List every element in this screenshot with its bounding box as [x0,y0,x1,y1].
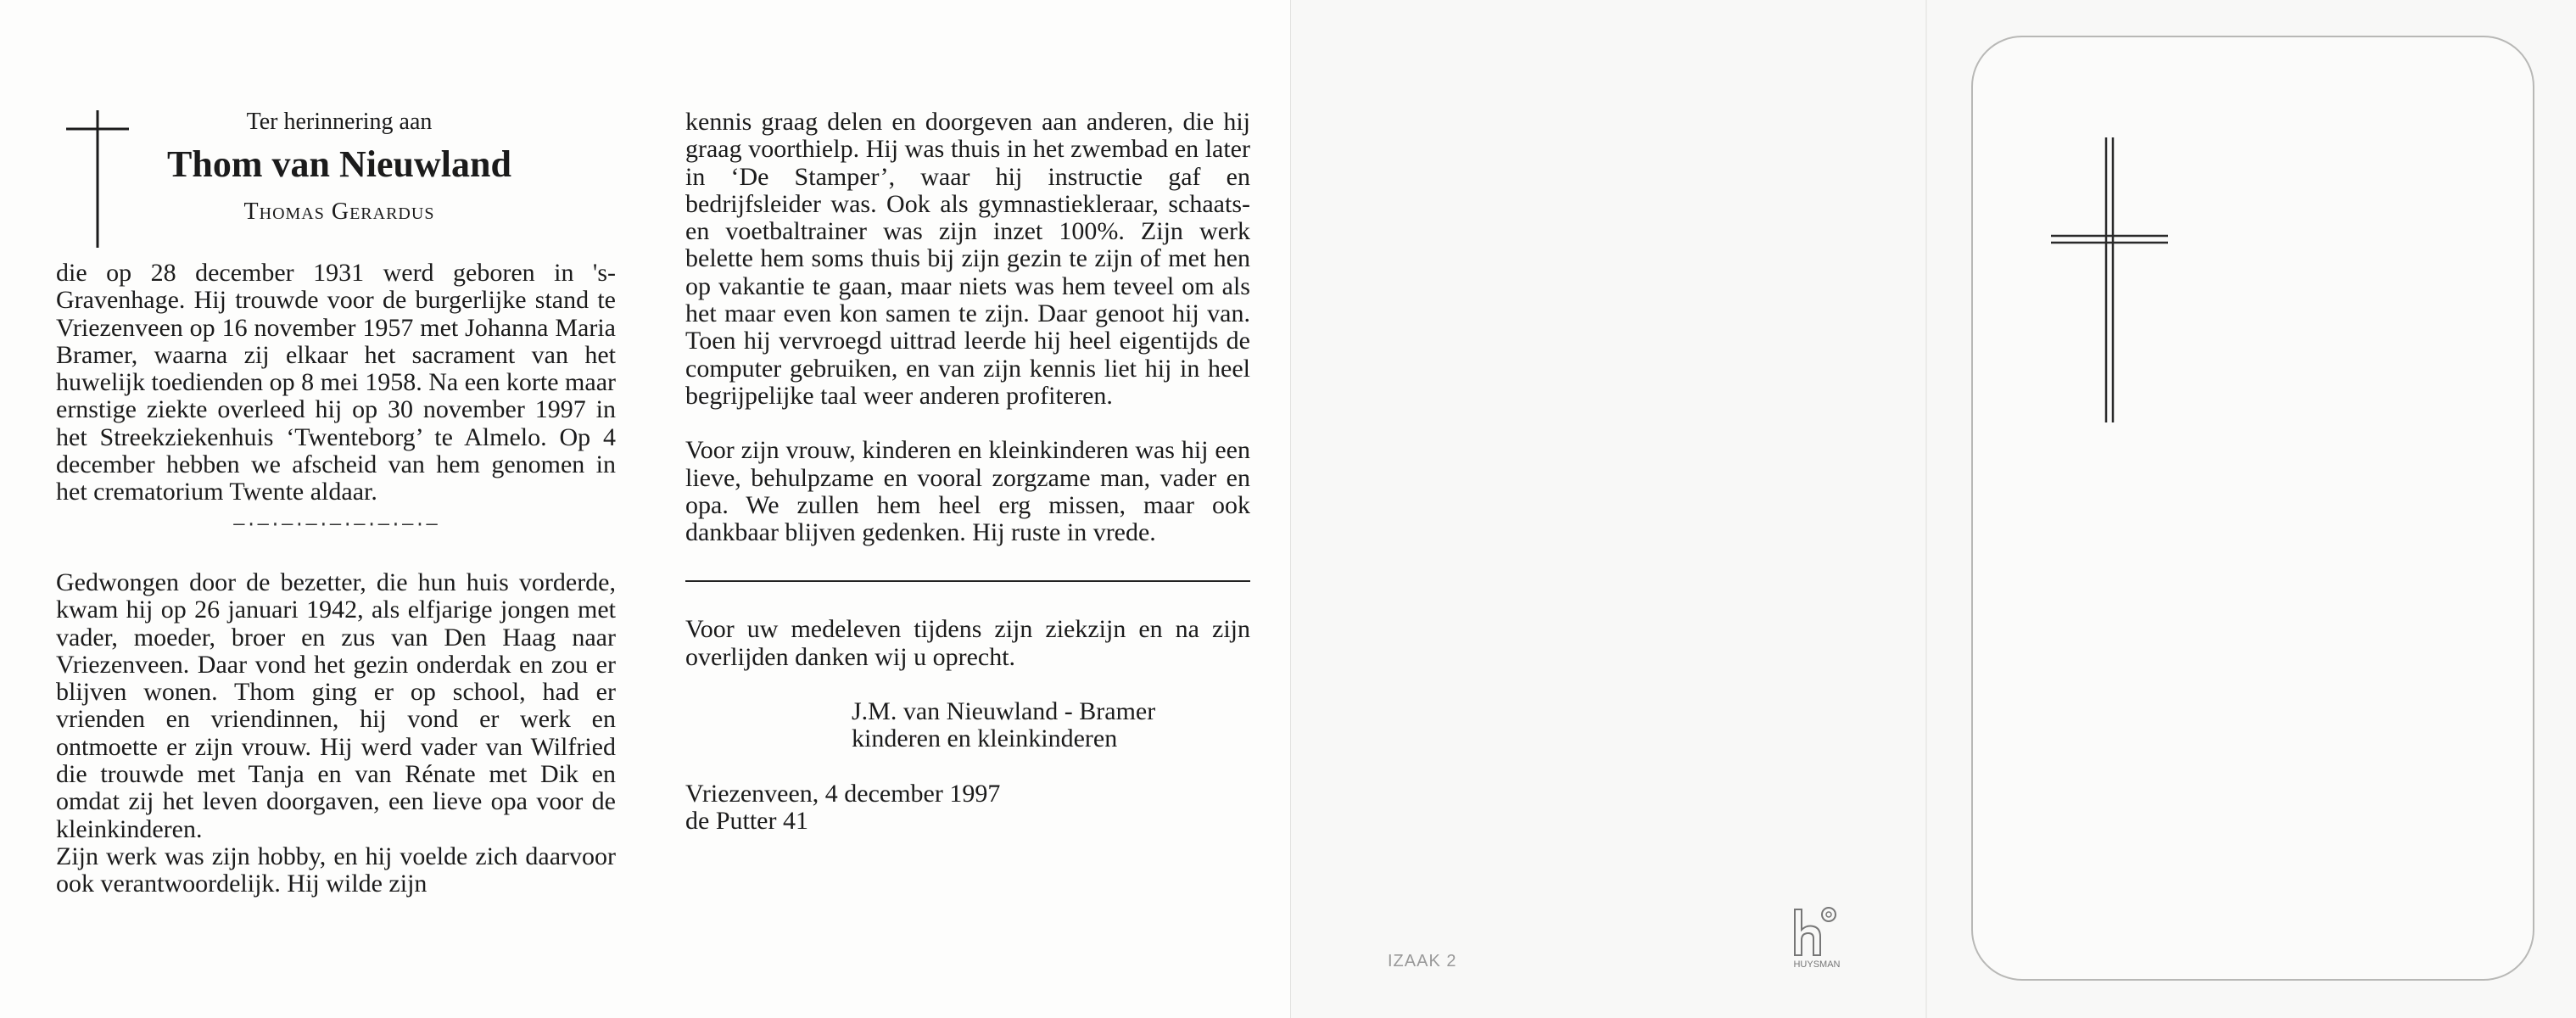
deceased-name: Thom van Nieuwland [167,143,511,185]
given-names: Thomas Gerardus [243,199,435,225]
biography-paragraph-3: Zijn werk was zijn hobby, en hij voelde zich daarvoor ook verantwoordelijk. Hij wilde zijn [56,842,616,898]
in-memory-label: Ter herinnering aan [246,109,433,135]
thanks-text: Voor uw medeleven tijdens zijn ziekzijn en na zijn overlijden danken wij u oprecht. [685,615,1250,671]
svg-text:HUYSMAN: HUYSMAN [1793,959,1841,970]
divider-rule [685,580,1250,582]
fold-line-right [1925,0,1927,1018]
printer-logo [1788,904,1846,972]
header [119,109,560,236]
left-text-column [56,260,616,898]
biography-paragraph-4: kennis graag delen en doorgeven aan anderen, die hij graag voorthielp. Hij was thuis in het zwembad en later in ‘De Stamper’, waar hij instructie gaf en bedrijfsleider was. Ook als gymnastiekleraar, schaats- en voetbaltrainer was zijn inzet 100%. Zijn werk belette hem soms thuis bij zijn gezin te zijn of met hen op vakantie te gaan, maar niets was hem teveel om als het maar even kon samen te zijn. Daar genoot hij van. Toen hij vervroegd uittrad leerde hij heel eigentijds de computer gebruiken, en van zijn kennis liet hij in heel begrijpelijke taal weer anderen profiteren. [685,108,1250,410]
signature-line-2: kinderen en kleinkinderen [852,724,1118,753]
biography-paragraph-2: Gedwongen door de bezetter, die hun huis vorderde, kwam hij op 26 januari 1942, als elfjarige jongen met vader, moeder, broer en zus van Den Haag naar Vriezenveen. Daar vond het gezin onderdak en zou er blijven wonen. Thom ging er op school, had er vrienden en vriendinnen, hij vond er werk en ontmoette er zijn vrouw. Hij werd vader van Wilfried die trouwde met Tanja en van Rénate met Dik en omdat zij het leven doorgaven, een lieve opa voor de kleinkinderen. [56,568,616,843]
place-date: Vriezenveen, 4 december 1997 [685,779,1001,808]
biography-paragraph-1: die op 28 december 1931 werd geboren in 's-Gravenhage. Hij trouwde voor de burgerlijke stand te Vriezenveen op 16 november 1957 met Johanna Maria Bramer, waarna zij elkaar het sacrament van het huwelijk toedienden op 8 mei 1958. Na een korte maar ernstige ziekte overleed hij op 30 november 1997 in het Streekziekenhuis ‘Twenteborg’ te Almelo. Op 4 december hebben we afscheid van hem genomen in het crematorium Twente aldaar. [56,259,616,506]
printer-logo-icon [1788,904,1846,972]
separator: —·—·—·—·—·—·—·—·— [233,513,439,535]
cover-frame [1971,36,2534,981]
double-cross-icon [2051,137,2170,460]
signature-line-1: J.M. van Nieuwland - Bramer [852,697,1156,726]
signature-block [685,698,1250,753]
right-text-column [685,109,1250,835]
farewell-paragraph: Voor zijn vrouw, kinderen en kleinkinderen was hij een lieve, behulpzame en vooral zorgzame man, vader en opa. We zullen hem heel erg missen, maar ook dankbaar blijven gedenken. Hij ruste in vrede. [685,436,1250,547]
address: de Putter 41 [685,806,808,835]
printer-imprint: IZAAK 2 [1388,952,1457,970]
